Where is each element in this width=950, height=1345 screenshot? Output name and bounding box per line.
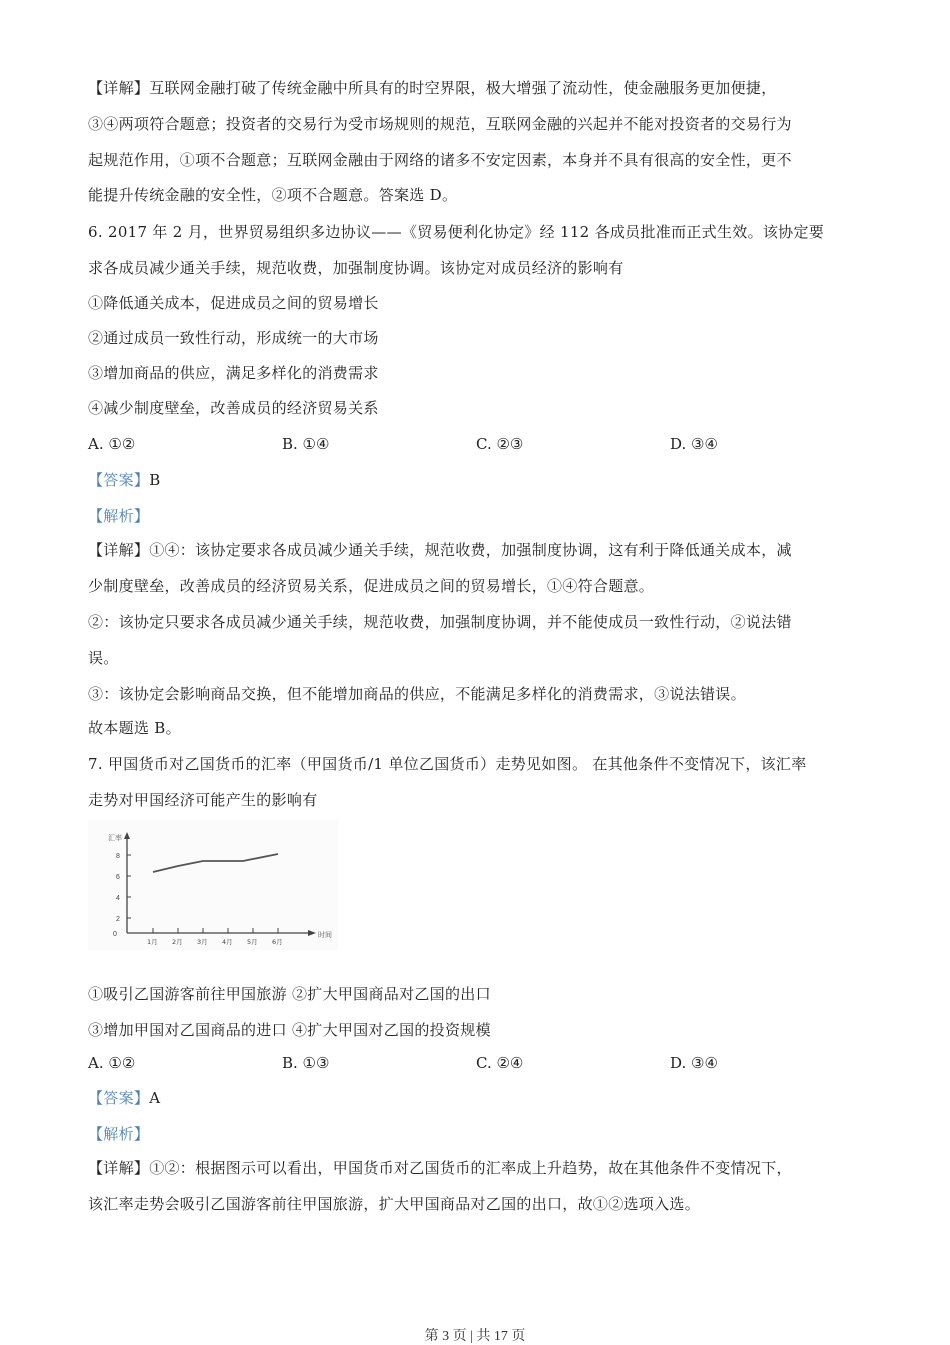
q6-detail-line-5: ③：该协定会影响商品交换，但不能增加商品的供应，不能满足多样化的消费需求，③说法错误。 [88,685,746,703]
q6-item-3: ③增加商品的供应，满足多样化的消费需求 [88,364,379,382]
y-axis-label: 汇率 [108,834,122,842]
q6-answer [88,470,161,490]
q6-item-1: ①降低通关成本，促进成员之间的贸易增长 [88,294,379,312]
svg-text:8: 8 [116,853,120,860]
answer-tag: 【答案】 [88,471,150,489]
q7-option-a: A. ①② [88,1054,136,1072]
q5-detail-line-1 [88,78,777,98]
answer-value: B [149,471,161,489]
q5-detail-line-3: 起规范作用，①项不合题意；互联网金融由于网络的诸多不安定因素，本身并不具有很高的安全性，更不 [88,151,792,169]
q6-detail-line-1 [88,540,792,560]
q6-option-c: C. ②③ [476,435,524,453]
q5-detail-line-2: ③④两项符合题意；投资者的交易行为受市场规则的规范，互联网金融的兴起并不能对投资者的交易行为 [88,115,792,133]
q6-option-b: B. ①④ [282,435,330,453]
q6-analysis-tag: 【解析】 [88,507,150,525]
exchange-rate-chart [88,820,338,950]
svg-text:2: 2 [116,916,120,923]
chart-background [88,820,338,950]
q6-detail-line-4: 误。 [88,649,119,667]
text: ①②：根据图示可以看出，甲国货币对乙国货币的汇率成上升趋势，故在其他条件不变情况下， [149,1159,792,1177]
q7-items-line-2: ③增加甲国对乙国商品的进口 ④扩大甲国对乙国的投资规模 [88,1021,491,1039]
page-footer: 第 3 页 | 共 17 页 [424,1329,526,1344]
answer-value: A [149,1089,161,1107]
q6-detail-line-3: ②：该协定只要求各成员减少通关手续，规范收费，加强制度协调，并不能使成员一致性行动，②说法错 [88,613,792,631]
q5-detail-line-4: 能提升传统金融的安全性，②项不合题意。答案选 D。 [88,186,458,204]
svg-text:2月: 2月 [172,938,183,946]
svg-text:4: 4 [116,895,120,902]
q7-items-line-1: ①吸引乙国游客前往甲国旅游 ②扩大甲国商品对乙国的出口 [88,985,491,1003]
svg-text:1月: 1月 [147,938,158,946]
svg-text:6月: 6月 [272,938,283,946]
text: ①④：该协定要求各成员减少通关手续，规范收费，加强制度协调，这有利于降低通关成本，减 [149,541,792,559]
q6-item-2: ②通过成员一致性行动，形成统一的大市场 [88,329,379,347]
q6-detail-line-6: 故本题选 B。 [88,719,181,737]
svg-text:3月: 3月 [197,938,208,946]
detail-tag: 【详解】 [88,541,150,559]
svg-text:0: 0 [113,931,117,938]
q7-detail-line-1 [88,1158,792,1178]
svg-text:5月: 5月 [247,938,258,946]
q7-stem-line-1: 7. 甲国货币对乙国货币的汇率（甲国货币/1 单位乙国货币）走势见如图。 在其他条件不变情况下，该汇率 [88,755,807,773]
svg-text:4月: 4月 [222,938,233,946]
q6-option-a: A. ①② [88,435,136,453]
answer-tag: 【答案】 [88,1089,150,1107]
svg-text:6: 6 [116,874,120,881]
q6-detail-line-2: 少制度壁垒，改善成员的经济贸易关系，促进成员之间的贸易增长，①④符合题意。 [88,577,655,595]
detail-tag: 【详解】 [88,1159,150,1177]
q7-option-c: C. ②④ [476,1054,524,1072]
q7-analysis-tag: 【解析】 [88,1125,150,1143]
q7-option-b: B. ①③ [282,1054,330,1072]
detail-tag: 【详解】 [88,79,150,97]
text: 互联网金融打破了传统金融中所具有的时空界限，极大增强了流动性，使金融服务更加便捷， [149,79,777,97]
q6-stem-line-2: 求各成员减少通关手续，规范收费，加强制度协调。该协定对成员经济的影响有 [88,259,624,277]
q6-option-d: D. ③④ [670,435,718,453]
q7-answer [88,1088,160,1108]
q6-item-4: ④减少制度壁垒，改善成员的经济贸易关系 [88,399,379,417]
q6-stem-line-1: 6. 2017 年 2 月，世界贸易组织多边协议——《贸易便利化协定》经 112 各成员批准而正式生效。该协定要 [88,223,825,241]
q7-stem-line-2: 走势对甲国经济可能产生的影响有 [88,791,318,809]
q7-detail-line-2: 该汇率走势会吸引乙国游客前往甲国旅游，扩大甲国商品对乙国的出口，故①②选项入选。 [88,1195,701,1213]
x-axis-label: 时间 [318,931,332,939]
q7-option-d: D. ③④ [670,1054,718,1072]
